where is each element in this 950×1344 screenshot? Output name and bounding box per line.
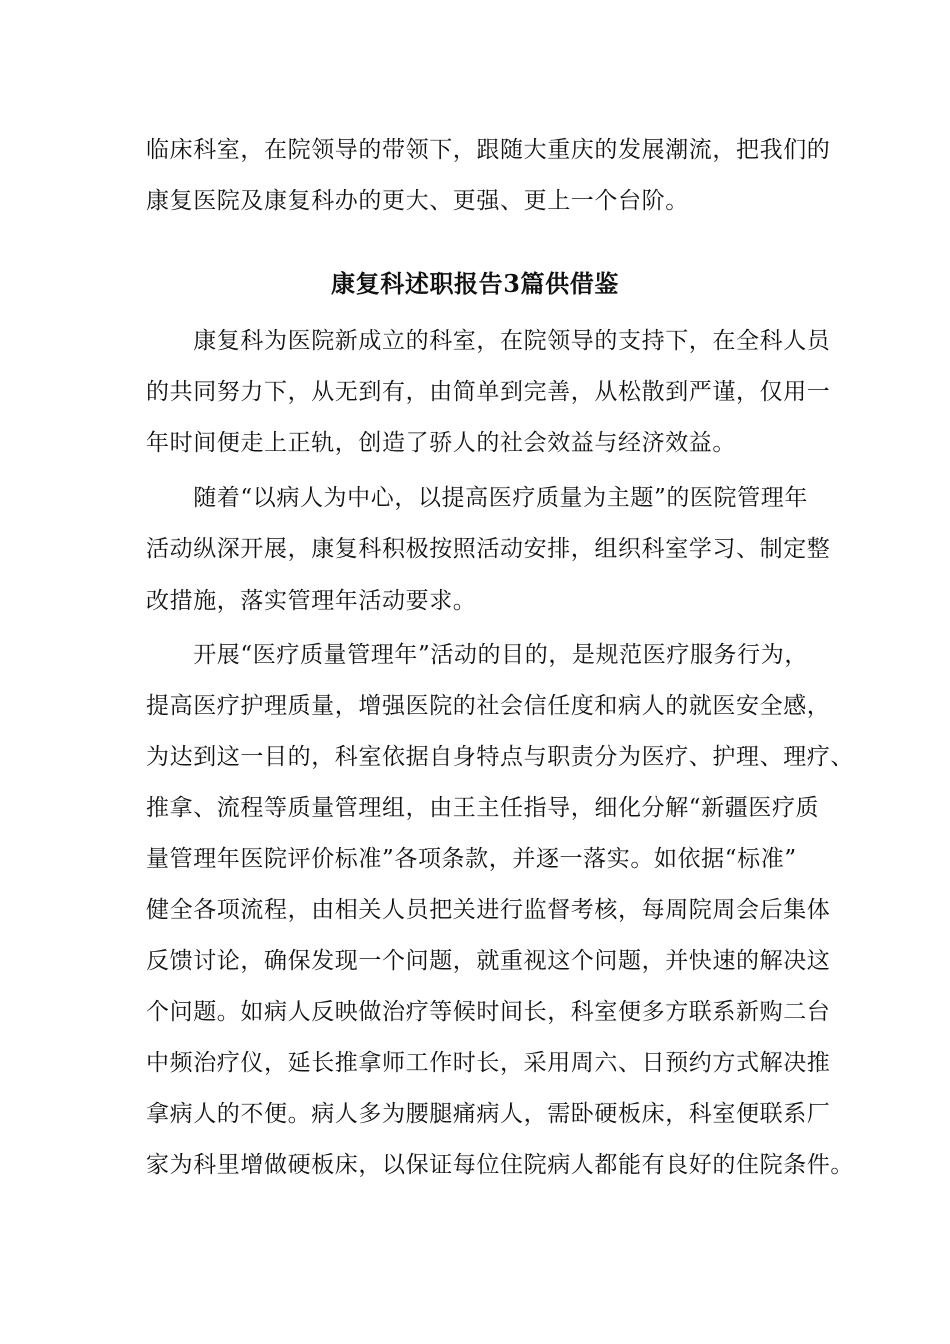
paragraph3-line-2: 提高医疗护理质量，增强医院的社会信任度和病人的就医安全感， xyxy=(146,693,831,719)
intro-line-1: 临床科室，在院领导的带领下，跟随大重庆的发展潮流，把我们的 xyxy=(146,137,831,163)
paragraph3-line-9: 中频治疗仪，延长推拿师工作时长，采用周六、日预约方式解决推 xyxy=(146,1050,831,1076)
paragraph2-line-2: 活动纵深开展，康复科积极按照活动安排，组织科室学习、制定整 xyxy=(146,536,831,562)
paragraph3-line-5: 量管理年医院评价标准”各项条款，并逐一落实。如依据“标准” xyxy=(146,846,797,872)
paragraph3-line-1: 开展“医疗质量管理年”活动的目的，是规范医疗服务行为， xyxy=(146,642,808,668)
paragraph3-line-4: 推拿、流程等质量管理组，由王主任指导，细化分解“新疆医疗质 xyxy=(146,795,820,821)
paragraph3-line-7: 反馈讨论，确保发现一个问题，就重视这个问题，并快速的解决这 xyxy=(146,948,831,974)
paragraph1-line-2: 的共同努力下，从无到有，由简单到完善，从松散到严谨，仅用一 xyxy=(146,379,831,405)
paragraph3-line-11: 家为科里增做硬板床，以保证每位住院病人都能有良好的住院条件。 xyxy=(146,1152,854,1178)
paragraph1-line-3: 年时间便走上正轨，创造了骄人的社会效益与经济效益。 xyxy=(146,430,736,456)
paragraph3-line-6: 健全各项流程，由相关人员把关进行监督考核，每周院周会后集体 xyxy=(146,897,831,923)
paragraph2-line-1: 随着“以病人为中心，以提高医疗质量为主题”的医院管理年 xyxy=(146,485,808,511)
intro-line-2: 康复医院及康复科办的更大、更强、更上一个台阶。 xyxy=(146,188,689,214)
paragraph1-line-1: 康复科为医院新成立的科室，在院领导的支持下，在全科人员 xyxy=(146,328,831,354)
document-title: 康复科述职报告3篇供借鉴 xyxy=(331,269,619,298)
paragraph3-line-3: 为达到这一目的，科室依据自身特点与职责分为医疗、护理、理疗、 xyxy=(146,744,854,770)
paragraph2-line-3: 改措施，落实管理年活动要求。 xyxy=(146,588,477,614)
paragraph3-line-10: 拿病人的不便。病人多为腰腿痛病人，需卧硬板床，科室便联系厂 xyxy=(146,1101,831,1127)
paragraph3-line-8: 个问题。如病人反映做治疗等候时间长，科室便多方联系新购二台 xyxy=(146,999,831,1025)
